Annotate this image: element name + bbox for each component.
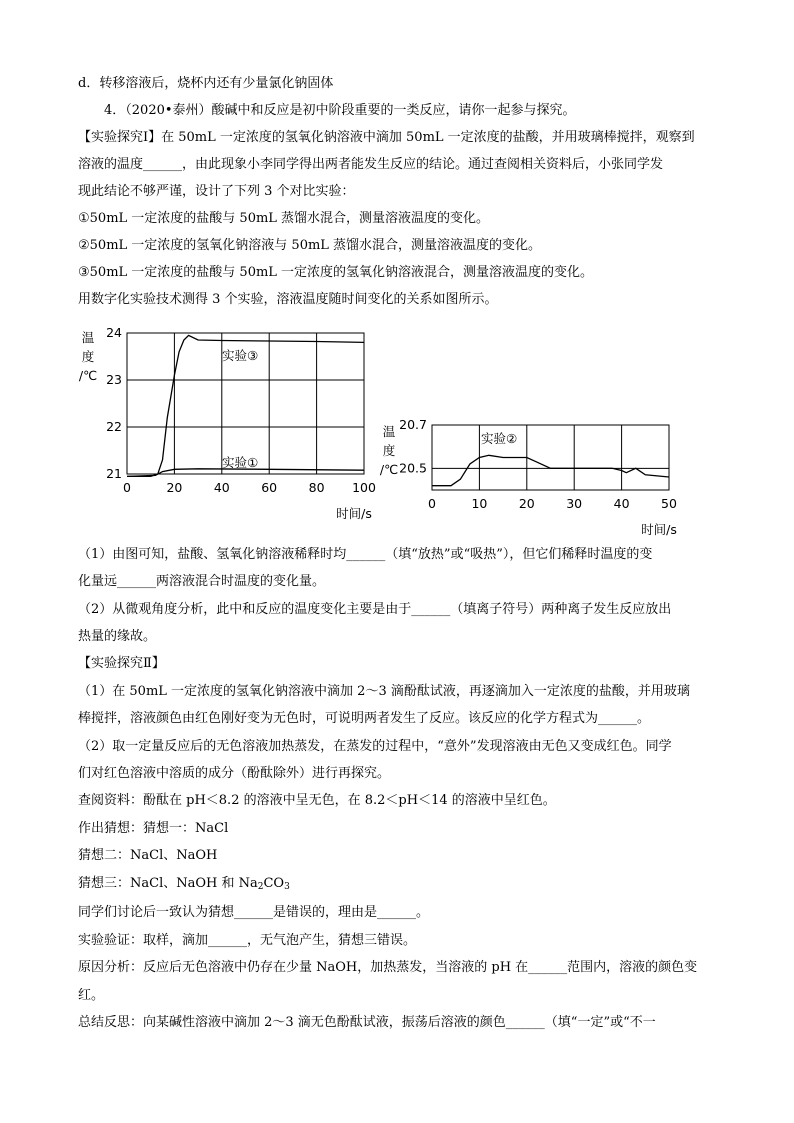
y-tick-label: 22 [106,419,122,434]
text-line-d: d．转移溶液后，烧杯内还有少量氯化钠固体 [78,76,334,91]
q2-line2: 热量的缘故。 [78,629,157,644]
x-tick-label: 0 [428,496,436,511]
x-tick-label: 30 [566,496,583,511]
explore-2-q1-line2: 棒搅拌，溶液颜色由红色刚好变为无色时，可说明两者发生了反应。该反应的化学方程式为______。 [78,711,651,726]
explore-2-q1-line1: （1）在 50mL 一定浓度的氢氧化钠溶液中滴加 2～3 滴酚酞试液，再逐滴加入一定浓度的盐酸，并用玻璃 [78,684,690,699]
explore-2-q2-line2: 们对红色溶液中溶质的成分（酚酞除外）进行再探究。 [78,766,391,781]
discussion-line: 同学们讨论后一致认为猜想______是错误的，理由是______。 [78,905,430,920]
analysis-line2: 红。 [78,988,105,1003]
guess-3 [78,875,290,896]
explore-1-intro: 【实验探究Ⅰ】在 50mL 一定浓度的氢氧化钠溶液中滴加 50mL 一定浓度的盐酸，并用玻璃棒搅拌，观察到 [78,130,695,145]
y-tick-label: 23 [106,372,122,387]
y-axis-label: 度 [81,349,95,364]
x-tick-label: 40 [613,496,630,511]
x-tick-label: 40 [213,480,230,495]
analysis-line1: 原因分析：反应后无色溶液中仍存在少量 NaOH，加热蒸发，当溶液的 pH 在______范围内，溶液的颜色变 [78,960,698,975]
x-axis-label: 时间/s [641,522,677,537]
x-tick-label: 80 [308,480,325,495]
series-label-1: 实验② [481,431,518,446]
series-line-1 [432,455,669,485]
x-tick-label: 20 [166,480,183,495]
x-tick-label: 50 [661,496,677,511]
guess-2: 猜想二：NaCl、NaOH [78,848,218,863]
chart-experiments-1-3 [70,320,380,540]
series-label-2: 实验① [222,455,259,470]
y-axis-label: /℃ [379,462,399,477]
series-label-1: 实验③ [222,348,259,363]
y-tick-label: 24 [106,325,122,340]
x-axis-label: 时间/s [336,506,372,521]
y-tick-label: 20.7 [399,417,427,432]
experiment-2: ②50mL 一定浓度的氢氧化钠溶液与 50mL 蒸馏水混合，测量溶液温度的变化。 [78,238,542,253]
plot-frame [432,425,669,490]
x-tick-label: 20 [518,496,535,511]
explore-1-line2: 溶液的温度______，由此现象小李同学得出两者能发生反应的结论。通过查阅相关资料后，小张同学发 [78,157,664,172]
guess-3-sub2: 3 [284,882,290,892]
y-axis-label: 度 [382,443,396,458]
reference-info: 查阅资料：酚酞在 pH＜8.2 的溶液中呈无色，在 8.2＜pH＜14 的溶液中呈红色。 [78,793,556,808]
y-tick-label: 21 [106,466,122,481]
reflection-line: 总结反思：向某碱性溶液中滴加 2～3 滴无色酚酞试液，振荡后溶液的颜色______（填“一定”或“不一 [78,1015,656,1030]
q2-line1: （2）从微观角度分析，此中和反应的温度变化主要是由于______（填离子符号）两种离子发生反应放出 [78,602,672,617]
experiment-3: ③50mL 一定浓度的盐酸与 50mL 一定浓度的氢氧化钠溶液混合，测量溶液温度的变化。 [78,265,594,280]
chart-experiment-2 [375,414,685,540]
guess-3-tail: CO [263,876,285,891]
explore-1-line3: 现此结论不够严谨，设计了下列 3 个对比实验： [78,184,355,199]
y-axis-label: 温 [382,424,396,439]
x-tick-label: 10 [471,496,488,511]
experiment-1: ①50mL 一定浓度的盐酸与 50mL 蒸馏水混合，测量溶液温度的变化。 [78,211,490,226]
y-axis-label: 温 [81,330,95,345]
question-4-title: 4．（2020•泰州）酸碱中和反应是初中阶段重要的一类反应，请你一起参与探究。 [104,103,576,118]
y-tick-label: 20.5 [399,460,427,476]
x-tick-label: 100 [352,480,376,495]
explore-2-q2-line1: （2）取一定量反应后的无色溶液加热蒸发，在蒸发的过程中，“意外”发现溶液由无色又变成红色。同学 [78,739,672,754]
chart-intro: 用数字化实验技术测得 3 个实验，溶液温度随时间变化的关系如图所示。 [78,292,498,307]
guess-1: 作出猜想：猜想一：NaCl [78,821,229,836]
explore-2-heading: 【实验探究Ⅱ】 [78,656,165,671]
q1-line1: （1）由图可知，盐酸、氢氧化钠溶液稀释时均______（填“放热”或“吸热”），但它们稀释时温度的变 [78,547,653,562]
y-axis-label: /℃ [78,368,98,383]
guess-3-text: 猜想三：NaCl、NaOH 和 Na [78,876,258,891]
x-tick-label: 0 [123,480,131,495]
x-tick-label: 60 [261,480,278,495]
q1-line2: 化量远______两溶液混合时温度的变化量。 [78,574,326,589]
verification-line: 实验验证：取样，滴加______，无气泡产生，猜想三错误。 [78,933,417,948]
guess-3-sub: 2 [257,882,264,892]
